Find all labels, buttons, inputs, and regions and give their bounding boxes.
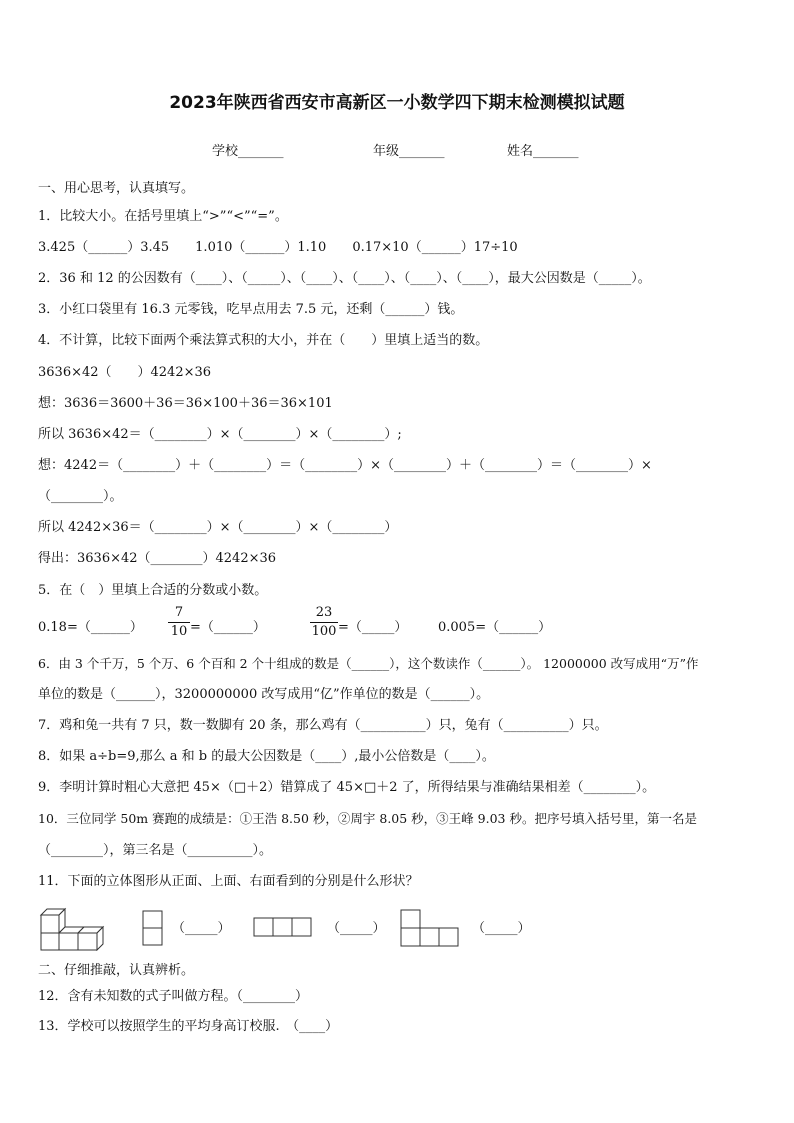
question-4-line-7: 得出：3636×42（________）4242×36 <box>38 551 277 566</box>
question-9: 9．李明计算时粗心大意把 45×（□＋2）错算成了 45×□＋2 了，所得结果与准确结果相差（________）。 <box>38 780 656 795</box>
question-12: 12．含有未知数的式子叫做方程。（________） <box>38 989 309 1004</box>
question-5-stem: 5．在（ ）里填上合适的分数或小数。 <box>38 583 268 598</box>
question-11-answer-1: （_____） <box>172 921 231 936</box>
question-11-answer-3: （_____） <box>472 921 531 936</box>
solid-figure-image <box>38 903 106 951</box>
grade-field[interactable]: 年级_______ <box>373 144 445 159</box>
question-5-part-b: =（______） <box>190 620 266 635</box>
question-4-line-5: （________）。 <box>38 489 123 504</box>
question-7: 7．鸡和兔一共有 7 只，数一数脚有 20 条，那么鸡有（__________）只，兔有（__________）只。 <box>38 718 608 733</box>
question-10-line-1: 10．三位同学 50m 赛跑的成绩是：①王浩 8.50 秒，②周宇 8.05 秒，③王峰 9.03 秒。把序号填入括号里，第一名是 <box>38 811 697 826</box>
question-4-line-2: 想：3636＝3600＋36＝36×100＋36＝36×101 <box>38 396 333 411</box>
question-5-part-c: =（_____） <box>338 620 408 635</box>
fraction-7-10 <box>168 605 190 640</box>
question-1-stem: 1．比较大小。在括号里填上“>”“<”“=”。 <box>38 209 288 224</box>
question-11-stem: 11．下面的立体图形从正面、上面、右面看到的分别是什么形状？ <box>38 874 419 889</box>
fraction-numerator: 23 <box>315 605 333 620</box>
school-field[interactable]: 学校_______ <box>212 144 284 159</box>
question-10-line-2: （________），第三名是（__________）。 <box>38 843 273 858</box>
question-5-part-d: 0.005=（______） <box>438 620 552 635</box>
fraction-numerator: 7 <box>174 605 184 620</box>
fraction-bar <box>168 622 190 623</box>
view-right-image <box>400 909 460 949</box>
section-heading-2: 二、仔细推敲，认真辨析。 <box>38 963 195 978</box>
fraction-23-100 <box>310 605 338 640</box>
view-top-image <box>253 917 313 939</box>
fraction-bar <box>310 622 338 623</box>
question-2: 2．36 和 12 的公因数有（____）、（_____）、（____）、（____）、（____）、（____），最大公因数是（_____）。 <box>38 271 651 286</box>
question-5-part-a: 0.18=（______） <box>38 620 143 635</box>
question-6-line-1: 6．由 3 个千万，5 个万、6 个百和 2 个十组成的数是（______），这个数读作（______）。 12000000 改写成用“万”作 <box>38 656 699 671</box>
question-13: 13．学校可以按照学生的平均身高订校服. （____） <box>38 1019 339 1034</box>
question-4-stem: 4．不计算，比较下面两个乘法算式积的大小，并在（ ）里填上适当的数。 <box>38 333 489 348</box>
view-front-image <box>142 910 164 948</box>
question-8: 8．如果 a÷b=9,那么 a 和 b 的最大公因数是（____）,最小公倍数是（____）。 <box>38 749 495 764</box>
question-4-line-6: 所以 4242×36＝（________）×（________）×（________） <box>38 520 398 535</box>
question-4-line-1: 3636×42（ ）4242×36 <box>38 365 212 380</box>
question-4-line-4: 想：4242＝（________）＋（________）＝（________）×（________）＋（________）＝（________）× <box>38 458 652 473</box>
page-title: 2023年陕西省西安市高新区一小数学四下期末检测模拟试题 <box>169 93 625 113</box>
fraction-denominator: 100 <box>311 624 337 639</box>
section-heading-1: 一、用心思考，认真填写。 <box>38 181 195 196</box>
question-1-items: 3.425（______）3.45 1.010（______）1.10 0.17×10（______）17÷10 <box>38 240 518 255</box>
question-4-line-3: 所以 3636×42＝（________）×（________）×（________）; <box>38 427 402 442</box>
fraction-denominator: 10 <box>170 624 188 639</box>
name-field[interactable]: 姓名_______ <box>507 144 579 159</box>
question-3: 3．小红口袋里有 16.3 元零钱，吃早点用去 7.5 元，还剩（______）钱。 <box>38 302 464 317</box>
question-6-line-2: 单位的数是（______），3200000000 改写成用“亿”作单位的数是（______）。 <box>38 687 490 702</box>
question-11-answer-2: （_____） <box>327 921 386 936</box>
